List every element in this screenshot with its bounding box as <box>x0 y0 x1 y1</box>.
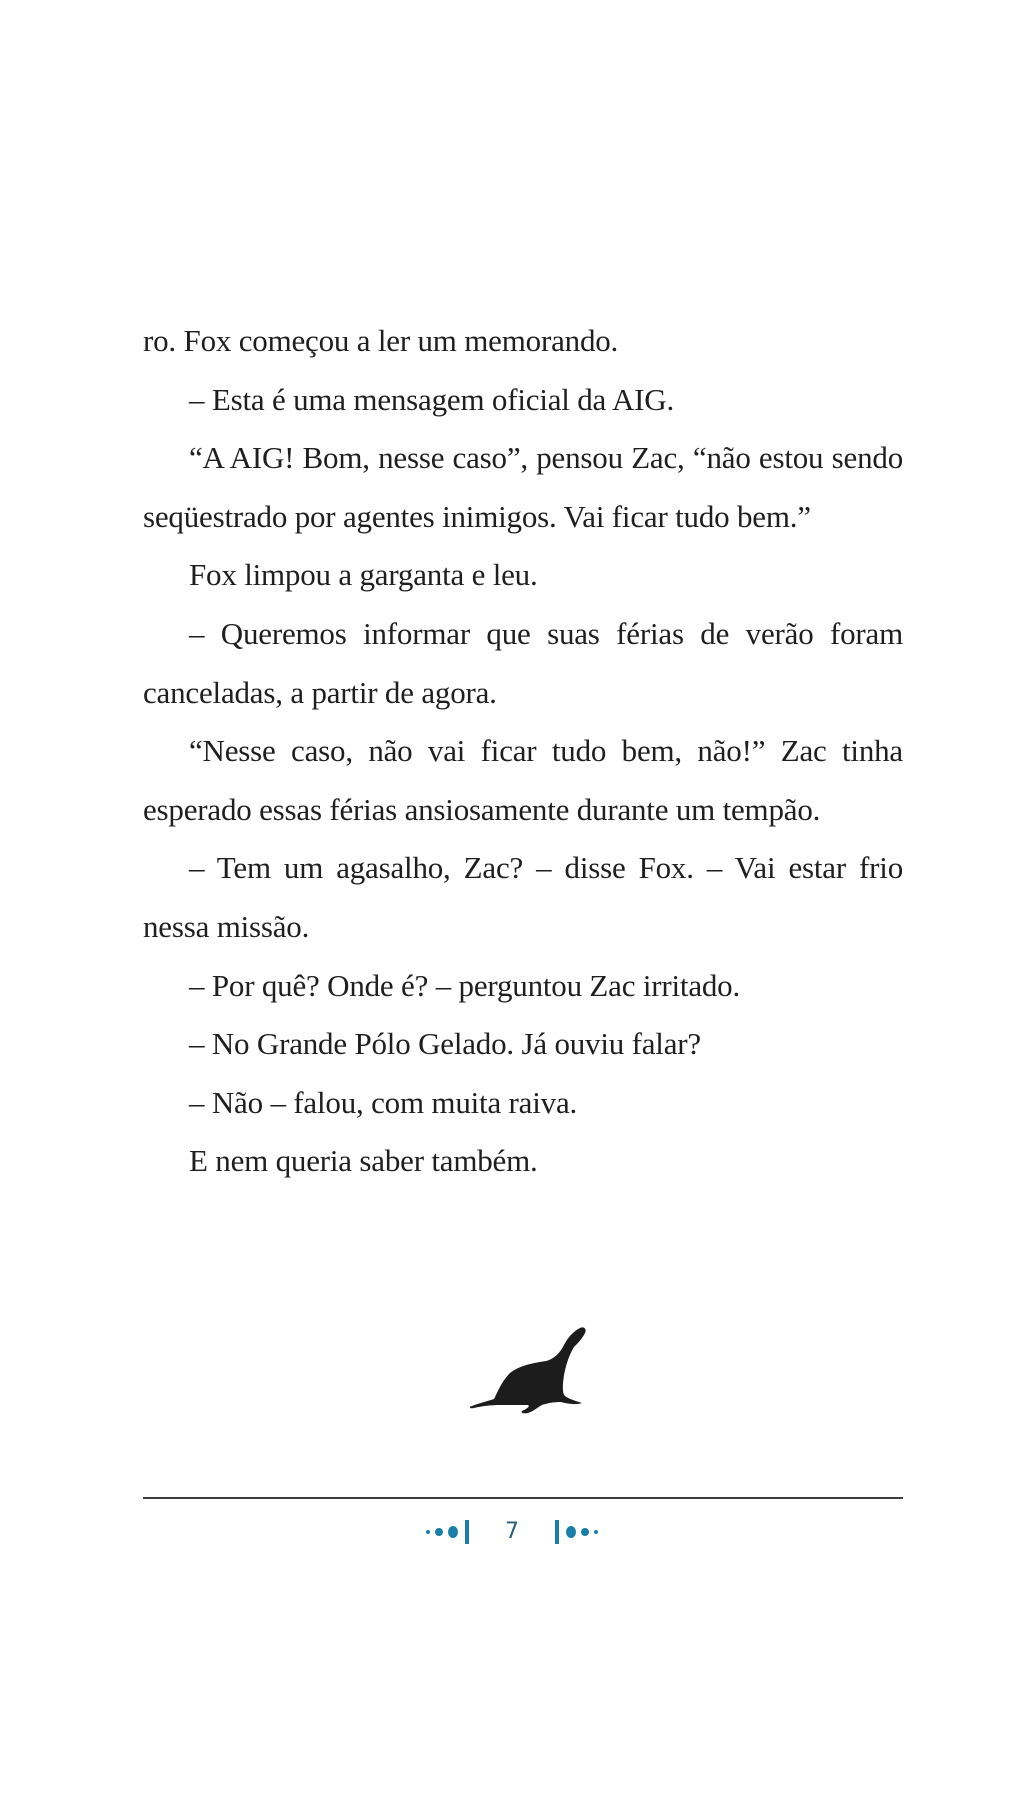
folio-left-ornament <box>426 1520 471 1544</box>
paragraph: E nem queria saber também. <box>189 1143 538 1179</box>
paragraph: – Não – falou, com muita raiva. <box>189 1084 578 1120</box>
paragraph: “Nesse caso, não vai ficar tudo bem, não!” Zac tinha esperado essas férias ansiosamente durante um tempão. <box>143 733 903 827</box>
paragraph: – Tem um agasalho, Zac? – disse Fox. – Vai estar frio nessa missão. <box>143 850 903 944</box>
dot-icon <box>448 1526 458 1538</box>
page-number: 7 <box>505 1519 519 1544</box>
paragraph: Fox limpou a garganta e leu. <box>189 557 538 593</box>
bar-icon <box>555 1520 559 1544</box>
paragraph: ro. Fox começou a ler um memorando. <box>143 323 619 358</box>
bar-icon <box>465 1520 469 1544</box>
dot-icon <box>594 1530 598 1534</box>
dot-icon <box>566 1526 576 1538</box>
paragraph: – Queremos informar que suas férias de verão foram canceladas, a partir de agora. <box>143 615 903 710</box>
paragraph: – No Grande Pólo Gelado. Já ouviu falar? <box>189 1026 701 1062</box>
folio-right-ornament <box>553 1520 598 1544</box>
dot-icon <box>426 1530 430 1534</box>
paragraph: “A AIG! Bom, nesse caso”, pensou Zac, “não estou sendo seqüestrado por agentes inimigos. Vai ficar tudo bem.” <box>143 440 903 534</box>
seal-silhouette-icon <box>468 1325 590 1420</box>
body-text <box>143 312 903 1191</box>
dot-icon <box>581 1528 589 1536</box>
paragraph: – Por quê? Onde é? – perguntou Zac irritado. <box>189 967 741 1003</box>
paragraph: – Esta é uma mensagem oficial da AIG. <box>189 381 674 417</box>
page-number-folio <box>0 1514 1024 1550</box>
footer-rule <box>143 1497 903 1499</box>
dot-icon <box>435 1528 443 1536</box>
